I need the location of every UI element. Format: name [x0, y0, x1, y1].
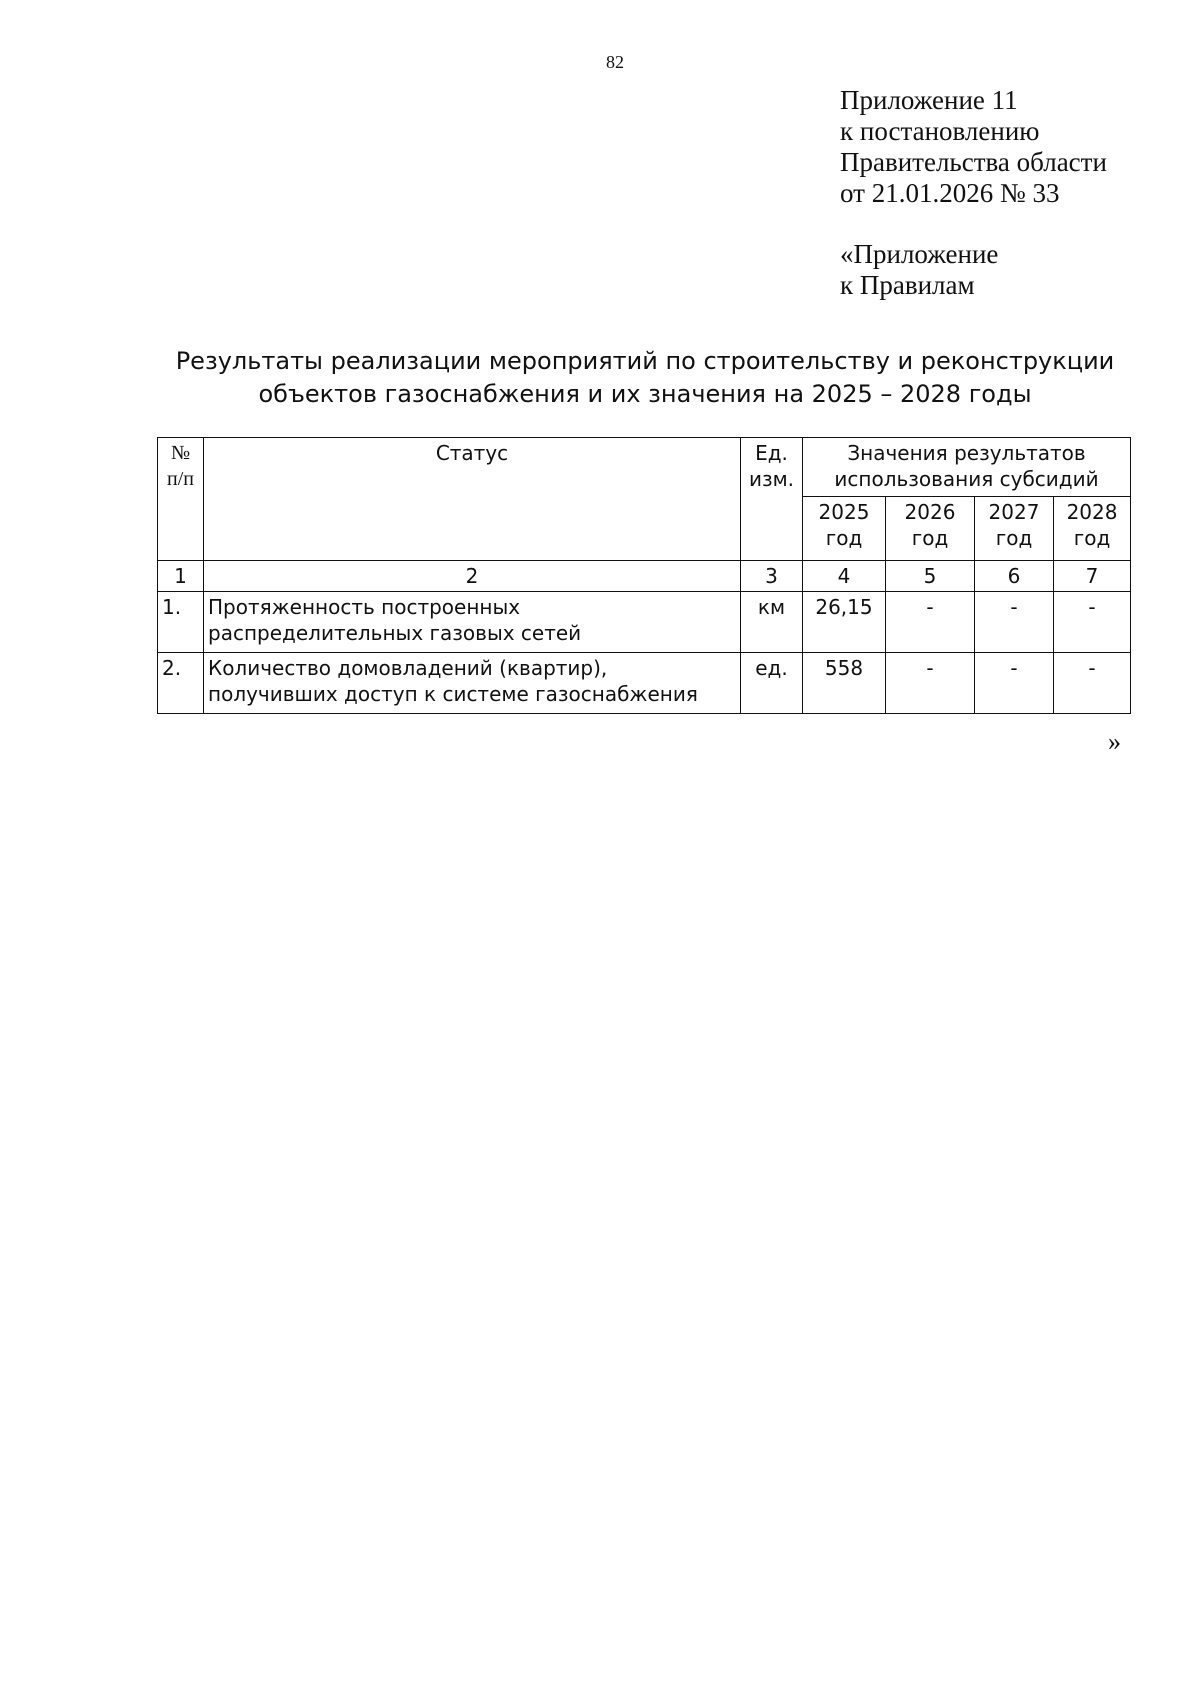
header-unit: Ед. изм. [741, 438, 803, 561]
table-row [158, 653, 1131, 714]
row-value: - [1054, 653, 1131, 714]
appendix-spacer [840, 209, 1107, 239]
column-number: 7 [1054, 561, 1131, 592]
row-value: - [886, 653, 975, 714]
results-table [157, 437, 1131, 714]
row-num: 1. [158, 592, 204, 653]
appendix-line: Приложение 11 [840, 85, 1018, 115]
column-numbers-row [158, 561, 1131, 592]
appendix-quoted-line: «Приложение [840, 239, 999, 269]
row-value: - [975, 592, 1054, 653]
header-year: 2026 год [886, 497, 975, 561]
column-number: 6 [975, 561, 1054, 592]
document-title-line: Результаты реализации мероприятий по строительству и реконструкции [175, 347, 1115, 375]
column-number: 3 [741, 561, 803, 592]
row-status: Протяженность построенных распределительных газовых сетей [204, 592, 741, 653]
header-status: Статус [204, 438, 741, 561]
column-number: 4 [803, 561, 886, 592]
page-number: 82 [606, 52, 624, 72]
header-year: 2028 год [1054, 497, 1131, 561]
appendix-line: Правительства области [840, 147, 1107, 177]
appendix-line: к постановлению [840, 116, 1040, 146]
header-values-group: Значения результатов использования субсидий [803, 438, 1131, 497]
row-value: 558 [803, 653, 886, 714]
row-value: - [975, 653, 1054, 714]
row-num: 2. [158, 653, 204, 714]
document-title [150, 345, 1140, 411]
header-num: № п/п [158, 438, 204, 561]
header-year: 2025 год [803, 497, 886, 561]
table-header-row [158, 438, 1131, 497]
appendix-line: от 21.01.2026 № 33 [840, 178, 1060, 208]
header-year: 2027 год [975, 497, 1054, 561]
column-number: 5 [886, 561, 975, 592]
appendix-header [840, 85, 1107, 301]
row-status: Количество домовладений (квартир), получивших доступ к системе газоснабжения [204, 653, 741, 714]
row-unit: км [741, 592, 803, 653]
appendix-quoted-line: к Правилам [840, 270, 975, 300]
row-value: 26,15 [803, 592, 886, 653]
row-unit: ед. [741, 653, 803, 714]
document-title-line: объектов газоснабжения и их значения на 2025 – 2028 годы [258, 380, 1032, 408]
column-number: 1 [158, 561, 204, 592]
table-row [158, 592, 1131, 653]
row-value: - [886, 592, 975, 653]
row-value: - [1054, 592, 1131, 653]
closing-quote: » [1108, 727, 1121, 756]
column-number: 2 [204, 561, 741, 592]
